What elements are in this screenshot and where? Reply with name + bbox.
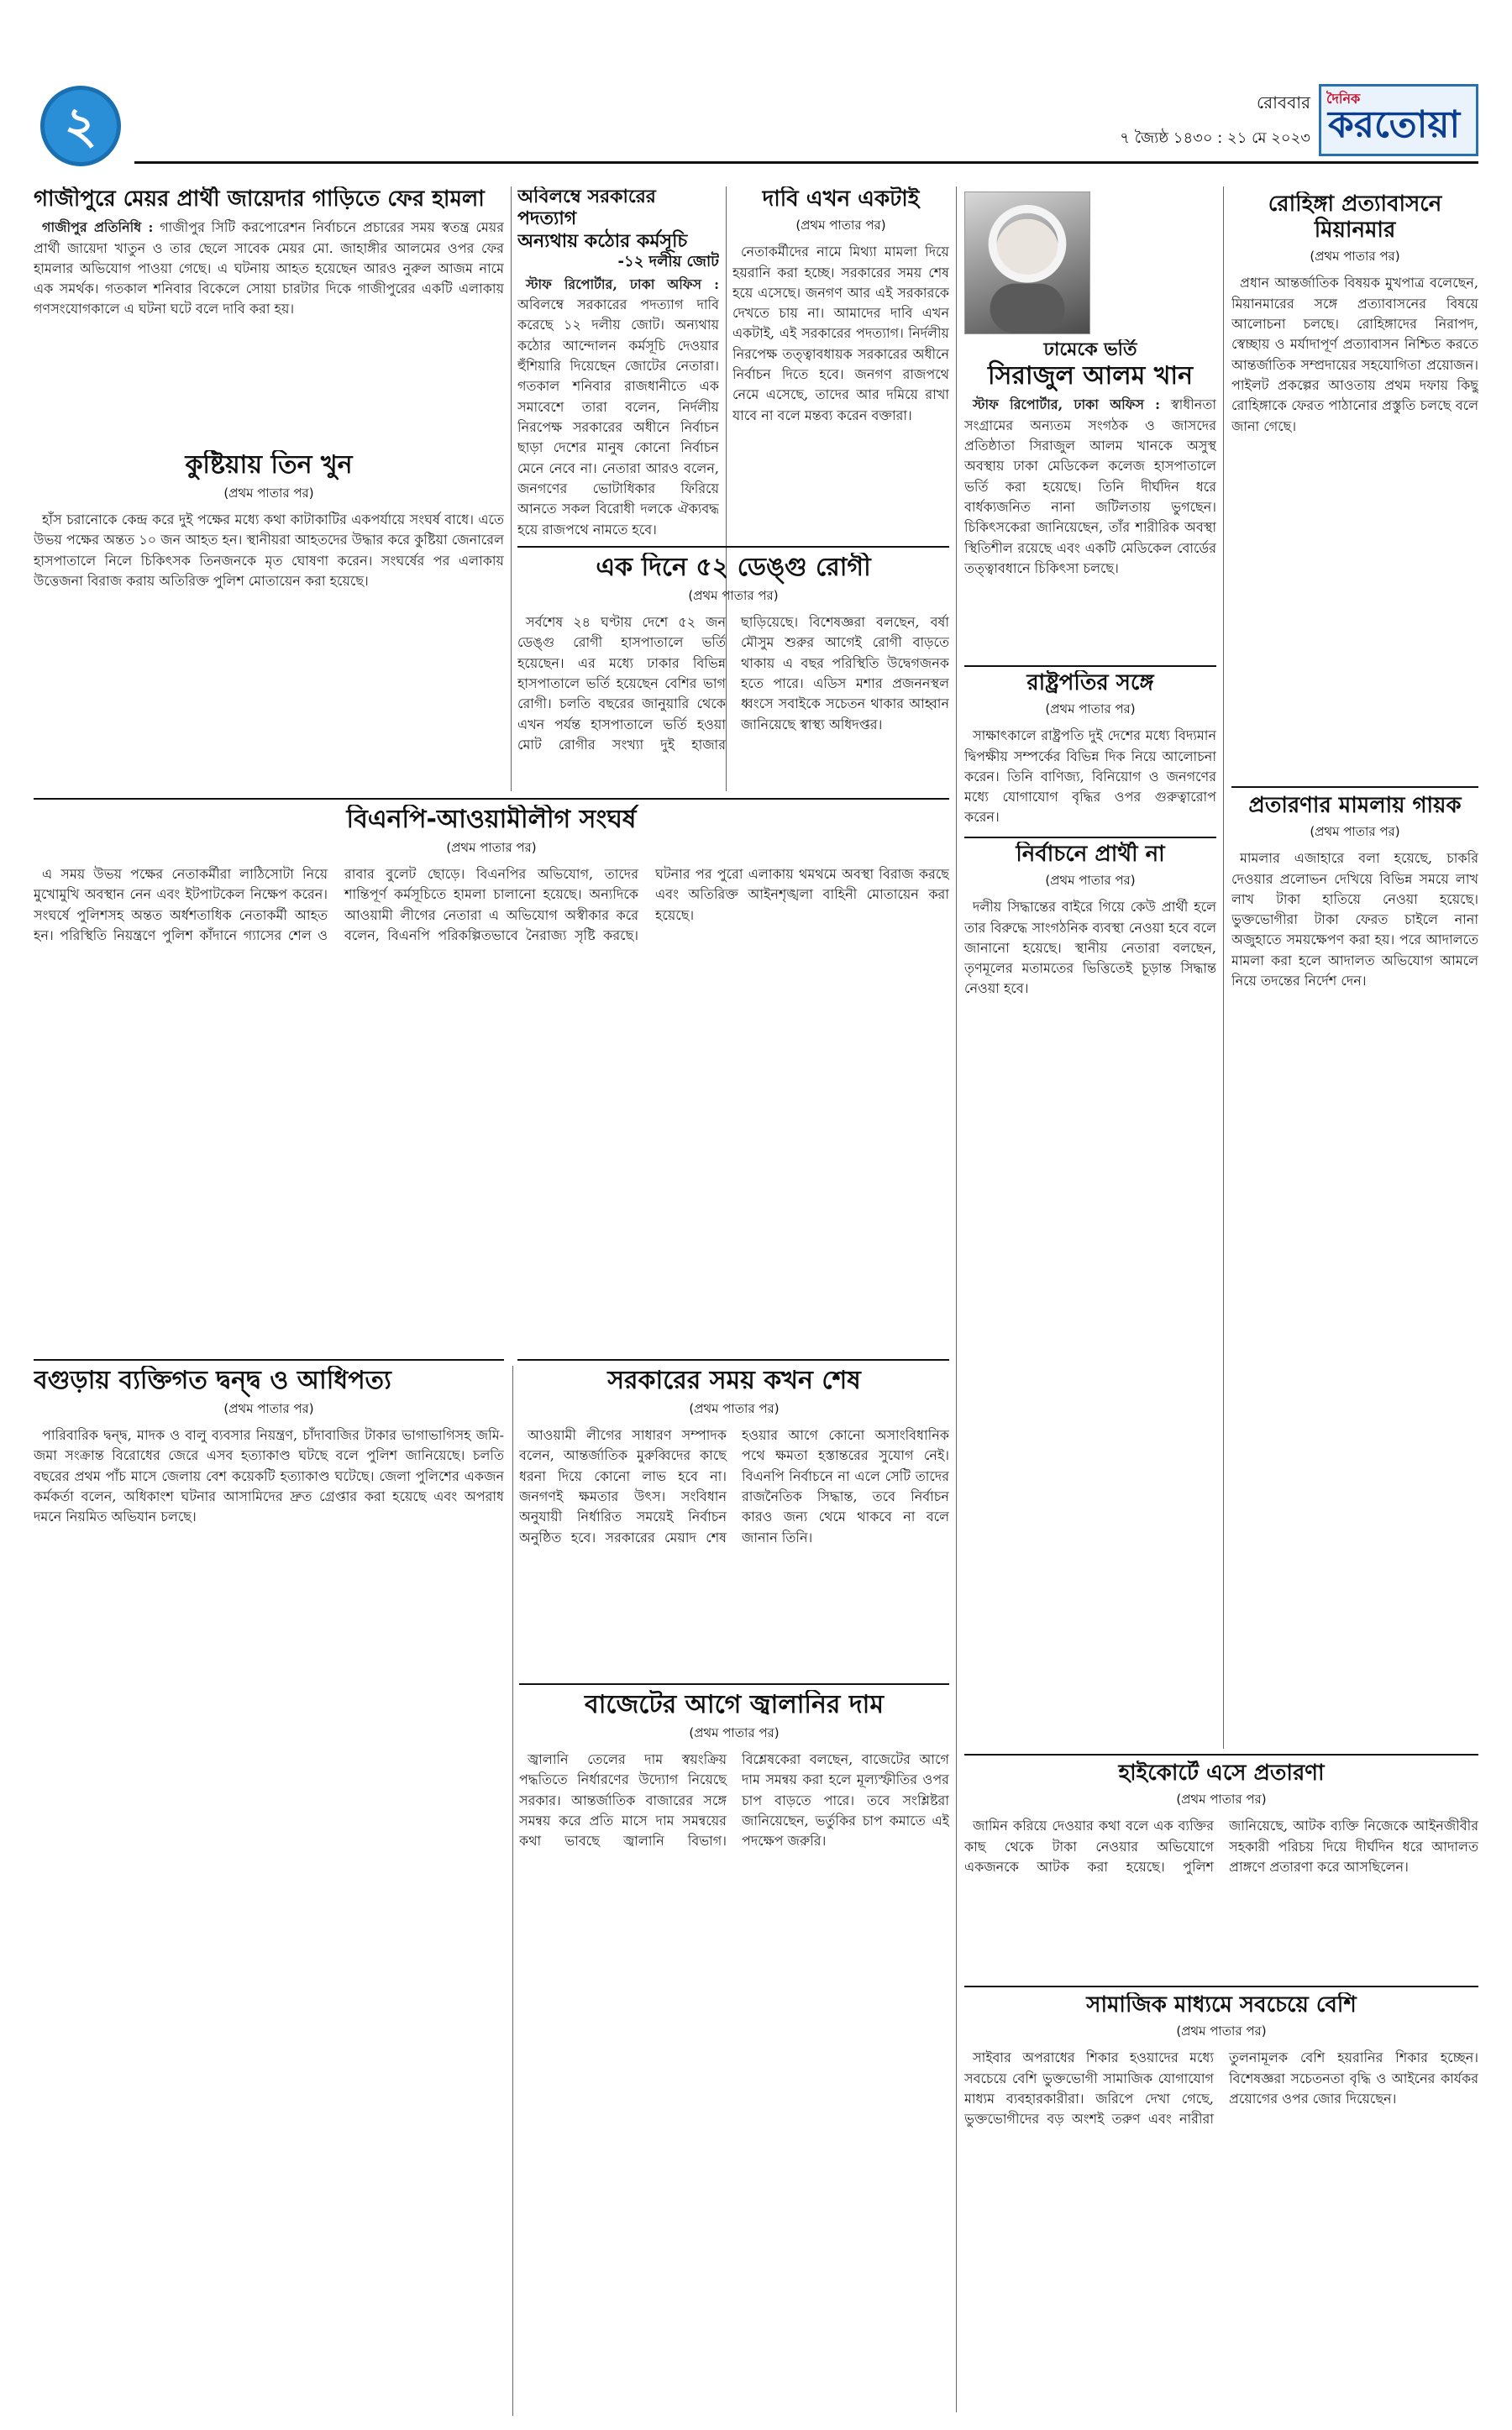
divider: [34, 798, 949, 800]
headline: নির্বাচনে প্রার্থী না: [1016, 842, 1165, 867]
article-body: মামলার এজাহারে বলা হয়েছে, চাকরি দেওয়ার প্রলোভন দেখিয়ে বিভিন্ন সময়ে লাখ লাখ টাকা হাতিয়ে নেওয়া হয়েছে। ভুক্তভোগীরা টাকা ফেরত চাইলে নানা অজুহাতে সময়ক্ষেপণ করা হয়। পরে আদালতে মামলা করা হলে আদালত অভিযোগ আমলে নিয়ে তদন্তের নির্দেশ দেন।: [1231, 850, 1478, 989]
continuation-label: (প্রথম পাতার পর): [1310, 249, 1400, 265]
column-divider: [511, 186, 512, 791]
article-gazipur: [34, 186, 504, 447]
article-body: স্বাধীনতা সংগ্রামের অন্যতম সংগঠক ও জাসদের প্রতিষ্ঠাতা সিরাজুল আলম খানকে অসুস্থ অবস্থায় ঢাকা মেডিকেল কলেজ হাসপাতালে ভর্তি করা হয়েছে। তিনি দীর্ঘদিন ধরে বার্ধক্যজনিত নানা জটিলতায় ভুগছেন। চিকিৎসকেরা জানিয়েছেন, তাঁর শারীরিক অবস্থা স্থিতিশীল রয়েছে এবং একটি মেডিকেল বোর্ডের তত্ত্বাবধানে চিকিৎসা চলছে।: [964, 396, 1216, 576]
headline: প্রতারণার মামলায় গায়ক: [1248, 793, 1462, 818]
headline: দাবি এখন একটাই: [762, 186, 920, 212]
continuation-label: (প্রথম পাতার পর): [688, 588, 779, 603]
article-bogura: [34, 1366, 504, 2416]
page-number-badge: [40, 86, 121, 166]
article-candidate: [964, 842, 1216, 1749]
headline: রোহিঙ্গা প্রত্যাবাসনে মিয়ানমার: [1268, 192, 1442, 244]
article-body: অবিলম্বে সরকারের পদত্যাগ দাবি করেছে ১২ দলীয় জোট। অন্যথায় কঠোর আন্দোলন কর্মসূচি দেওয়ার হুঁশিয়ারি দিয়েছেন জোটের নেতারা। গতকাল শনিবার রাজধানীতে এক সমাবেশে তারা বলেন, নির্দলীয় নিরপেক্ষ সরকারের অধীনে নির্বাচন ছাড়া দেশের মানুষ কোনো নির্বাচন মেনে নেবে না। নেতারা আরও বলেন, জনগণের ভোটাধিকার ফিরিয়ে আনতে সকল বিরোধী দলকে ঐক্যবদ্ধ হয়ে রাজপথে নামতে হবে।: [517, 297, 719, 538]
headline: কুষ্টিয়ায় তিন খুন: [185, 450, 353, 480]
headline-part-b: সিরাজুল আলম খান: [988, 361, 1193, 391]
article-sirajul-alam-khan: [964, 339, 1216, 659]
continuation-label: (প্রথম পাতার পর): [1045, 873, 1136, 889]
article-rohingya: [1231, 192, 1478, 779]
continuation-label: (প্রথম পাতার পর): [1045, 701, 1136, 717]
byline: গাজীপুর প্রতিনিধি :: [42, 219, 154, 236]
article-singer-fraud: [1231, 793, 1478, 1734]
article-body: পারিবারিক দ্বন্দ্ব, মাদক ও বালু ব্যবসার নিয়ন্ত্রণ, চাঁদাবাজির টাকার ভাগাভাগিসহ জমি-জমা সংক্রান্ত বিরোধের জেরে এসব হত্যাকাণ্ড ঘটছে বলে পুলিশ জানিয়েছে। চলতি বছরের প্রথম পাঁচ মাসে জেলায় বেশ কয়েকটি হত্যাকাণ্ড ঘটেছে। জেলা পুলিশের একজন কর্মকর্তা বলেন, অধিকাংশ ঘটনার আসামিদের দ্রুত গ্রেপ্তার করা হয়েছে এবং অপরাধ দমনে নিয়মিত অভিযান চলছে।: [34, 1427, 504, 1525]
article-body: হাঁস চরানোকে কেন্দ্র করে দুই পক্ষের মধ্যে কথা কাটাকাটির একপর্যায়ে সংঘর্ষ বাধে। এতে উভয় পক্ষের অন্তত ১০ জন আহত হন। স্থানীয়রা আহতদের উদ্ধার করে কুষ্টিয়া জেনারেল হাসপাতালে নিলে চিকিৎসক তিনজনকে মৃত ঘোষণা করেন। সংঘর্ষের পর এলাকায় উত্তেজনা বিরাজ করায় অতিরিক্ত পুলিশ মোতায়েন করা হয়েছে।: [34, 512, 504, 589]
headline: এক দিনে ৫২ ডেঙ্গু রোগী: [596, 553, 871, 582]
article-govt-time: [519, 1366, 949, 1677]
divider: [964, 1754, 1478, 1756]
continuation-label: (প্রথম পাতার পর): [1176, 2023, 1267, 2039]
headline-part-a: ঢামেকে ভর্তি: [1043, 339, 1137, 360]
article-budget-fuel: [519, 1690, 949, 2412]
continuation-label: (প্রথম পাতার পর): [795, 218, 886, 234]
divider: [964, 665, 1216, 667]
divider: [517, 1359, 949, 1361]
masthead-rule: [134, 161, 1478, 164]
logo-title: করতোয়া: [1328, 103, 1461, 146]
byline: স্টাফ রিপোর্টার, ঢাকা অফিস :: [526, 276, 719, 292]
headline: সরকারের সময় কখন শেষ: [607, 1366, 861, 1395]
article-president: [964, 670, 1216, 830]
article-body: গাজীপুর সিটি করপোরেশন নির্বাচনে প্রচারের সময় স্বতন্ত্র মেয়র প্রার্থী জায়েদা খাতুন ও তার ছেলে সাবেক মেয়র মো. জাহাঙ্গীর আলমের ওপর ফের হামলার অভিযোগ পাওয়া গেছে। এ ঘটনায় আহত হয়েছেন আরও নুরুল আজম নামে এক সমর্থক। গতকাল শনিবার বিকেলে সোয়া চারটার দিকে গাজীপুরের একটি এলাকায় গণসংযোগকালে এ ঘটনা ঘটে বলে দাবি করা হয়।: [34, 219, 504, 318]
article-body: প্রধান আন্তর্জাতিক বিষয়ক মুখপাত্র বলেছেন, মিয়ানমারের সঙ্গে প্রত্যাবাসনের বিষয়ে আলোচনা চলছে। রোহিঙ্গাদের নিরাপদ, স্বেচ্ছায় ও মর্যাদাপূর্ণ প্রত্যাবাসন নিশ্চিত করতে আন্তর্জাতিক সম্প্রদায়ের সহযোগিতা প্রয়োজন। পাইলট প্রকল্পের আওতায় প্রথম দফায় কিছু রোহিঙ্গাকে ফেরত পাঠানোর প্রস্তুতি চলছে বলে জানা গেছে।: [1231, 275, 1478, 434]
column-divider: [956, 186, 957, 2412]
day-label: রোববার: [1257, 92, 1310, 113]
logo-prefix: দৈনিক: [1326, 91, 1361, 107]
headline: রাষ্ট্রপতির সঙ্গে: [1026, 670, 1154, 695]
headline: বাজেটের আগে জ্বালানির দাম: [585, 1690, 884, 1719]
article-body: আওয়ামী লীগের সাধারণ সম্পাদক বলেন, আন্তর্জাতিক মুরুব্বিদের কাছে ধরনা দিয়ে কোনো লাভ হবে না। জনগণই ক্ষমতার উৎস। সংবিধান অনুযায়ী নির্ধারিত সময়েই নির্বাচন অনুষ্ঠিত হবে। সরকারের মেয়াদ শেষ হওয়ার আগে কোনো অসাংবিধানিক পথে ক্ষমতা হস্তান্তরের সুযোগ নেই। বিএনপি নির্বাচনে না এলে সেটি তাদের রাজনৈতিক সিদ্ধান্ত, তবে নির্বাচন কারও জন্য থেমে থাকবে না বলে জানান তিনি।: [519, 1427, 949, 1546]
continuation-label: (প্রথম পাতার পর): [689, 1725, 780, 1740]
article-high-court-fraud: [964, 1761, 1478, 1979]
page-number: ২: [64, 97, 97, 155]
continuation-label: (প্রথম পাতার পর): [223, 1401, 314, 1416]
newspaper-logo: [1319, 84, 1478, 156]
article-body: জ্বালানি তেলের দাম স্বয়ংক্রিয় পদ্ধতিতে নির্ধারণের উদ্যোগ নিয়েছে সরকার। আন্তর্জাতিক বাজারের সঙ্গে সমন্বয় করে প্রতি মাসে দাম সমন্বয়ের কথা ভাবছে জ্বালানি বিভাগ। বিশ্লেষকেরা বলছেন, বাজেটের আগে দাম সমন্বয় করা হলে মূল্যস্ফীতির ওপর চাপ বাড়তে পারে। তবে সংশ্লিষ্টরা জানিয়েছেন, ভর্তুকির চাপ কমাতে এই পদক্ষেপ জরুরি।: [519, 1751, 949, 1850]
headline: গাজীপুরে মেয়র প্রার্থী জায়েদার গাড়িতে ফের হামলা: [34, 186, 485, 212]
subheadline: -১২ দলীয় জোট: [617, 253, 719, 271]
headline: বগুড়ায় ব্যক্তিগত দ্বন্দ্ব ও আধিপত্য: [34, 1366, 391, 1395]
column-divider: [1223, 186, 1224, 1749]
divider: [519, 1683, 949, 1685]
article-body: সর্বশেষ ২৪ ঘণ্টায় দেশে ৫২ জন ডেঙ্গু রোগী হাসপাতালে ভর্তি হয়েছেন। এর মধ্যে ঢাকার বিভিন্ন হাসপাতালে ভর্তি হয়েছেন বেশির ভাগ রোগী। চলতি বছরের জানুয়ারি থেকে এখন পর্যন্ত হাসপাতালে ভর্তি হওয়া মোট রোগীর সংখ্যা দুই হাজার ছাড়িয়েছে। বিশেষজ্ঞরা বলছেন, বর্ষা মৌসুম শুরুর আগেই রোগী বাড়তে থাকায় এ বছর পরিস্থিতি উদ্বেগজনক হতে পারে। এডিস মশার প্রজননস্থল ধ্বংসে সবাইকে সচেতন থাকার আহ্বান জানিয়েছে স্বাস্থ্য অধিদপ্তর।: [517, 614, 949, 753]
article-bnp-al-clash: [34, 805, 949, 1352]
continuation-label: (প্রথম পাতার পর): [446, 840, 537, 855]
portrait-photo: [964, 192, 1090, 334]
article-kushtia: [34, 450, 504, 793]
divider: [34, 1359, 504, 1361]
article-body: জামিন করিয়ে দেওয়ার কথা বলে এক ব্যক্তির কাছ থেকে টাকা নেওয়ার অভিযোগে একজনকে আটক করা হয়েছে। পুলিশ জানিয়েছে, আটক ব্যক্তি নিজেকে আইনজীবীর সহকারী পরিচয় দিয়ে দীর্ঘদিন ধরে আদালত প্রাঙ্গণে প্রতারণা করে আসছিলেন।: [964, 1818, 1478, 1875]
column-divider: [512, 1366, 513, 2416]
headline-part-b: অন্যথায় কঠোর কর্মসূচি: [517, 230, 688, 252]
headline: সামাজিক মাধ্যমে সবচেয়ে বেশি: [1086, 1992, 1357, 2018]
divider: [517, 546, 949, 548]
byline: স্টাফ রিপোর্টার, ঢাকা অফিস :: [973, 396, 1161, 413]
divider: [964, 837, 1216, 838]
article-dengue: [517, 553, 949, 796]
headline: হাইকোর্টে এসে প্রতারণা: [1118, 1761, 1325, 1786]
portrait-illustration: [965, 192, 1089, 333]
continuation-label: (প্রথম পাতার পর): [1310, 824, 1400, 840]
article-body: সাইবার অপরাধের শিকার হওয়াদের মধ্যে সবচেয়ে বেশি ভুক্তভোগী সামাজিক যোগাযোগ মাধ্যম ব্যবহারকারীরা। জরিপে দেখা গেছে, ভুক্তভোগীদের বড় অংশই তরুণ এবং নারীরা তুলনামূলক বেশি হয়রানির শিকার হচ্ছেন। বিশেষজ্ঞরা সচেতনতা বৃদ্ধি ও আইনের কার্যকর প্রয়োগের ওপর জোর দিয়েছেন।: [964, 2049, 1478, 2128]
continuation-label: (প্রথম পাতার পর): [223, 485, 314, 501]
article-body: দলীয় সিদ্ধান্তের বাইরে গিয়ে কেউ প্রার্থী হলে তার বিরুদ্ধে সাংগঠনিক ব্যবস্থা নেওয়া হবে বলে জানানো হয়েছে। স্থানীয় নেতারা বলছেন, তৃণমূলের মতামতের ভিত্তিতেই চূড়ান্ত সিদ্ধান্ত নেওয়া হবে।: [964, 899, 1216, 997]
divider: [1231, 786, 1478, 788]
continuation-label: (প্রথম পাতার পর): [689, 1401, 780, 1416]
headline-part-a: অবিলম্বে সরকারের পদত্যাগ: [517, 186, 656, 230]
headline: বিএনপি-আওয়ামীলীগ সংঘর্ষ: [346, 805, 637, 834]
divider: [964, 1986, 1478, 1987]
continuation-label: (প্রথম পাতার পর): [1176, 1792, 1267, 1808]
article-body: এ সময় উভয় পক্ষের নেতাকর্মীরা লাঠিসোটা নিয়ে মুখোমুখি অবস্থান নেন এবং ইটপাটকেল নিক্ষেপ করেন। সংঘর্ষে পুলিশসহ অন্তত অর্ধশতাধিক নেতাকর্মী আহত হন। পরিস্থিতি নিয়ন্ত্রণে পুলিশ কাঁদানে গ্যাসের শেল ও রাবার বুলেট ছোড়ে। বিএনপির অভিযোগ, তাদের শান্তিপূর্ণ কর্মসূচিতে হামলা চালানো হয়েছে। অন্যদিকে আওয়ামী লীগের নেতারা এ অভিযোগ অস্বীকার করে বলেন, বিএনপি পরিকল্পিতভাবে নৈরাজ্য সৃষ্টি করছে। ঘটনার পর পুরো এলাকায় থমথমে অবস্থা বিরাজ করছে এবং অতিরিক্ত আইনশৃঙ্খলা বাহিনী মোতায়েন করা হয়েছে।: [34, 866, 949, 943]
article-body: সাক্ষাৎকালে রাষ্ট্রপতি দুই দেশের মধ্যে বিদ্যমান দ্বিপক্ষীয় সম্পর্কের বিভিন্ন দিক নিয়ে আলোচনা করেন। তিনি বাণিজ্য, বিনিয়োগ ও জনগণের মধ্যে যোগাযোগ বৃদ্ধির ওপর গুরুত্বারোপ করেন।: [964, 727, 1216, 826]
masthead: [34, 0, 1478, 178]
article-body: নেতাকর্মীদের নামে মিথ্যা মামলা দিয়ে হয়রানি করা হচ্ছে। সরকারের সময় শেষ হয়ে এসেছে। জনগণ আর এই সরকারকে দেখতে চায় না। আমাদের দাবি এখন একটাই, এই সরকারের পদত্যাগ। নির্দলীয় নিরপেক্ষ তত্ত্বাবধায়ক সরকারের অধীনে নির্বাচন দিতে হবে। জনগণ রাজপথে নেমে এসেছে, তাদের আর দমিয়ে রাখা যাবে না বলে মন্তব্য করেন বক্তারা।: [732, 244, 949, 423]
article-social-media: [964, 1992, 1478, 2412]
date-label: ৭ জ্যৈষ্ঠ ১৪৩০ : ২১ মে ২০২৩: [1120, 129, 1310, 147]
